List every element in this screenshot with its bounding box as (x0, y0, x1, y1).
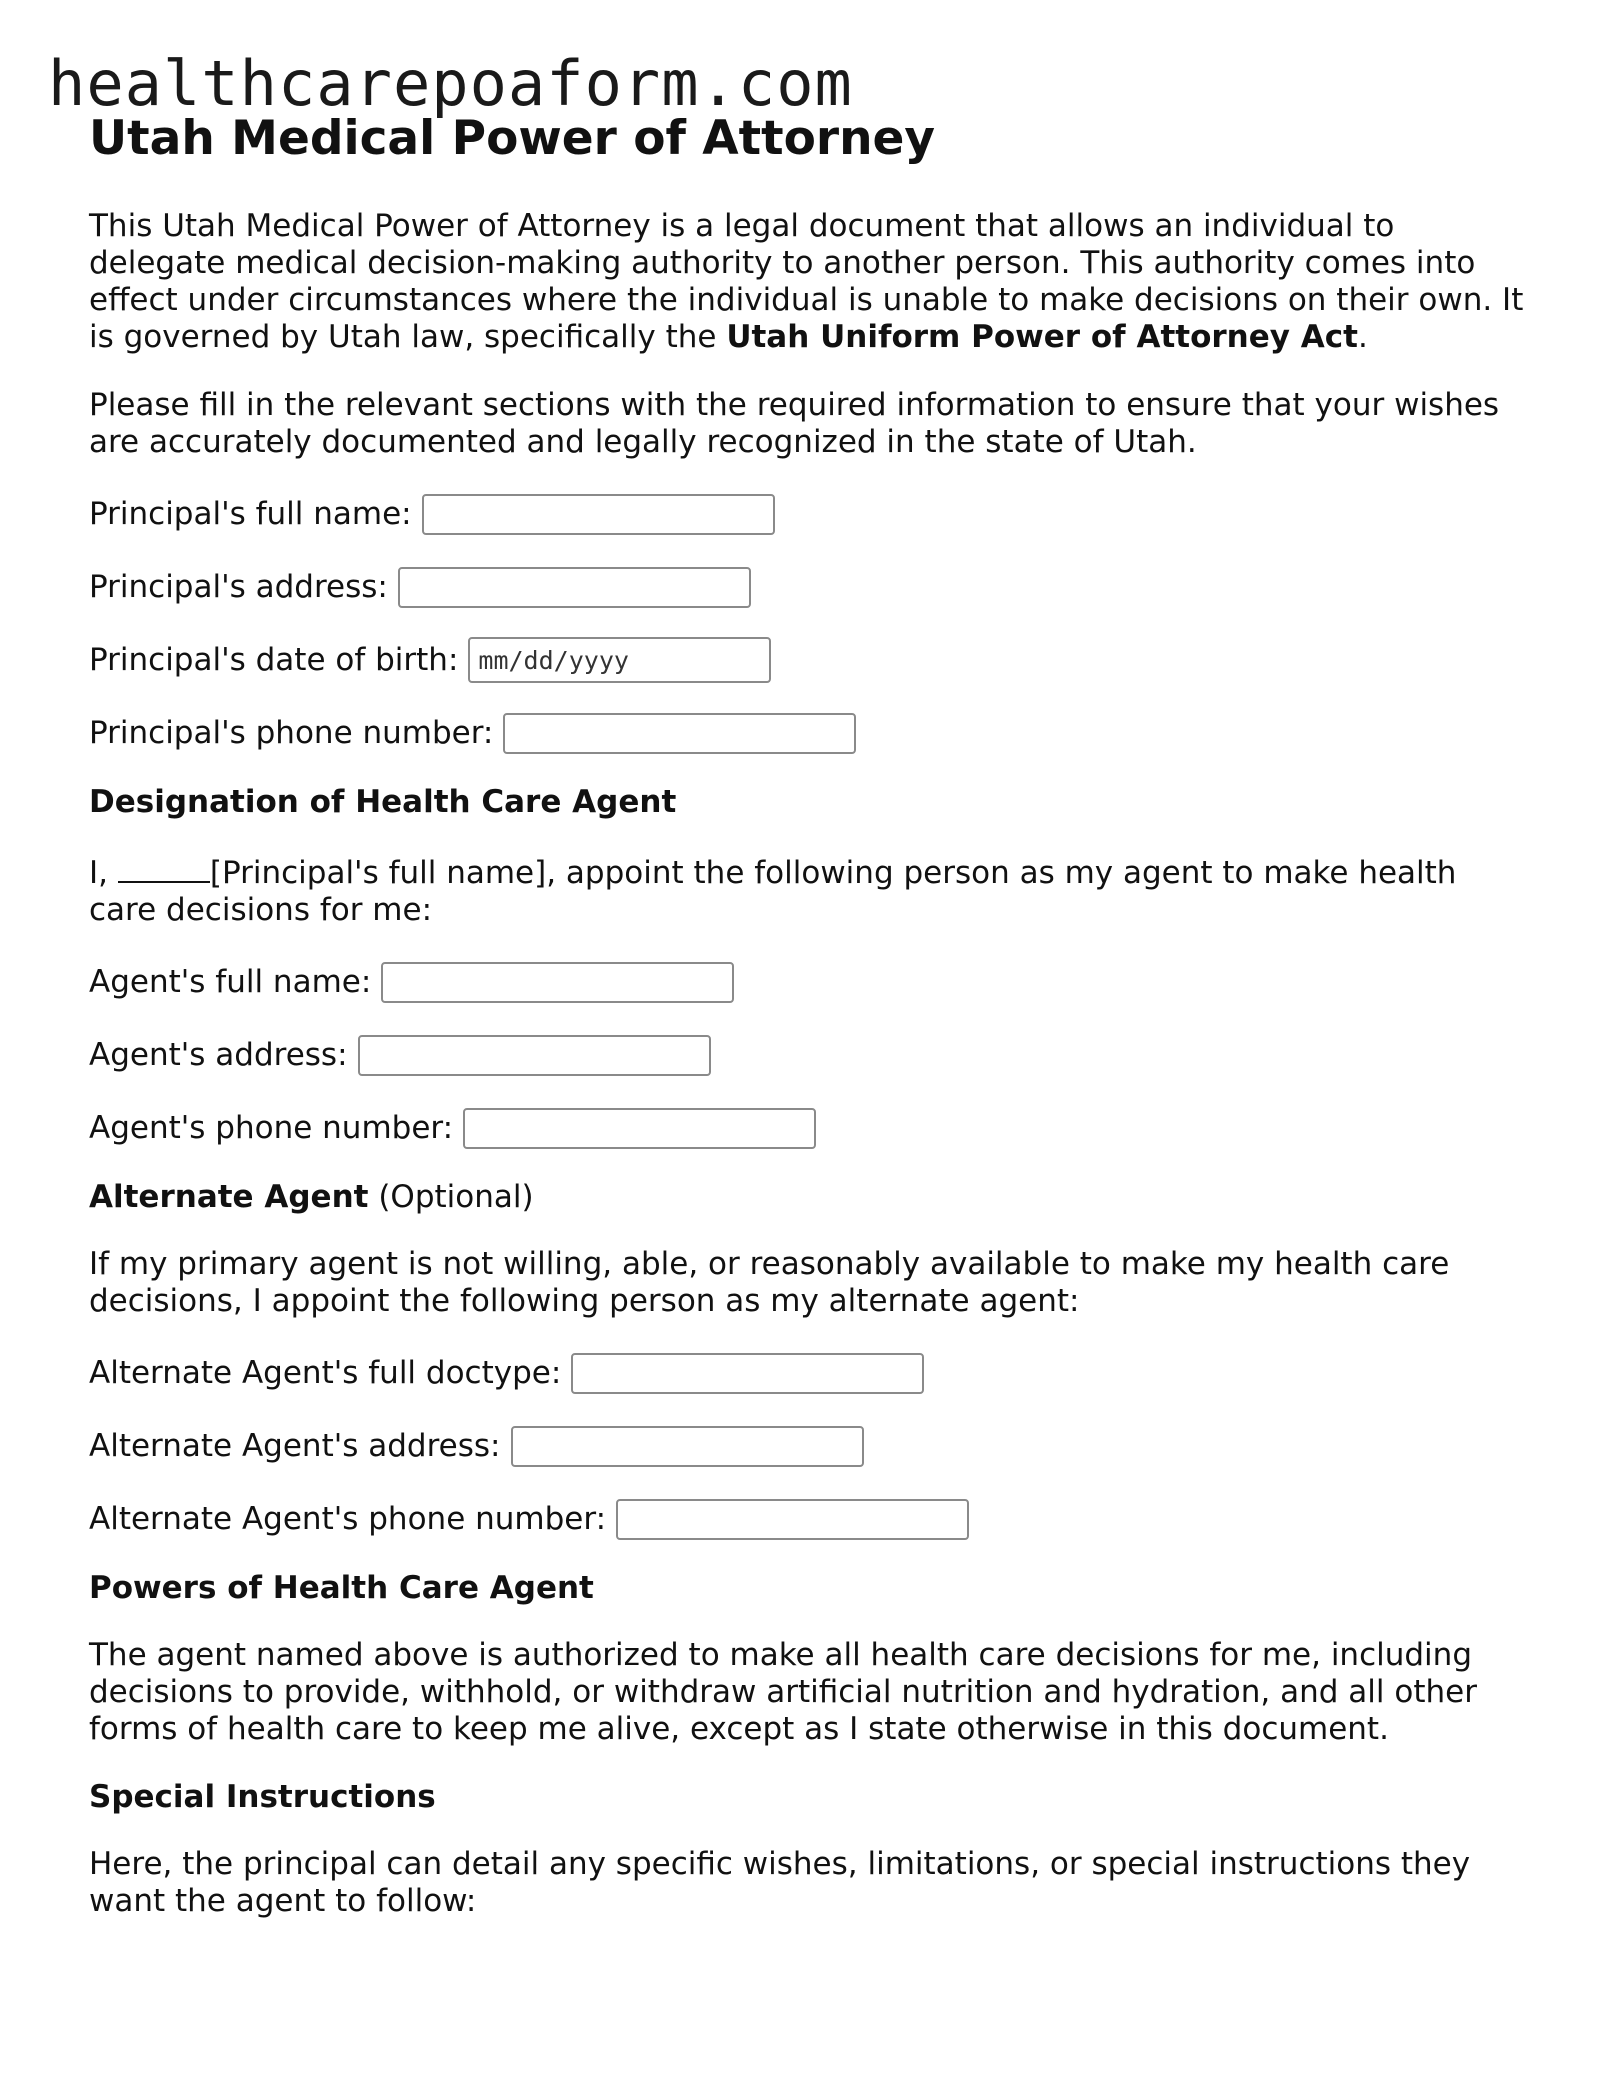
designation-heading: Designation of Health Care Agent (89, 784, 677, 820)
principal-phone-label: Principal's phone number: (89, 714, 494, 751)
principal-name-label: Principal's full name: (89, 495, 412, 532)
principal-address-label: Principal's address: (89, 568, 388, 605)
alternate-address-row (89, 1424, 1529, 1468)
intro-text-end: . (1357, 319, 1368, 355)
alternate-name-row (89, 1351, 1529, 1395)
act-name: Utah Uniform Power of Attorney Act (726, 319, 1358, 355)
alternate-statement: If my primary agent is not willing, able, or reasonably available to make my health care decisions, I appoint the following person as my alternate agent: (89, 1246, 1450, 1319)
alternate-address-input[interactable] (511, 1426, 864, 1467)
designation-prefix: I, (89, 855, 118, 891)
alternate-phone-input[interactable] (616, 1499, 969, 1540)
alternate-phone-row (89, 1497, 1529, 1541)
principal-phone-row (89, 711, 1529, 755)
form-document (89, 108, 1529, 1951)
principal-dob-row (89, 638, 1529, 682)
alternate-name-input[interactable] (571, 1353, 924, 1394)
agent-phone-label: Agent's phone number: (89, 1109, 454, 1146)
agent-address-label: Agent's address: (89, 1036, 348, 1073)
powers-paragraph: The agent named above is authorized to make all health care decisions for me, including decisions to provide, withhold, or withdraw artificial nutrition and hydration, and all other forms of health care to keep me alive, except as I state otherwise in this document. (89, 1637, 1477, 1747)
principal-address-input[interactable] (398, 567, 751, 608)
special-instructions-paragraph: Here, the principal can detail any specific wishes, limitations, or special instructions they want the agent to follow: (89, 1846, 1471, 1919)
alternate-name-label: Alternate Agent's full doctype: (89, 1354, 562, 1391)
principal-name-input[interactable] (422, 494, 775, 535)
principal-name-blank (118, 851, 210, 883)
designation-text: [Principal's full name], appoint the following person as my agent to make health care decisions for me: (89, 855, 1457, 928)
powers-heading: Powers of Health Care Agent (89, 1570, 594, 1606)
principal-address-row (89, 565, 1529, 609)
principal-dob-input[interactable] (468, 637, 771, 683)
alternate-address-label: Alternate Agent's address: (89, 1427, 501, 1464)
agent-phone-row (89, 1106, 1529, 1150)
alternate-phone-label: Alternate Agent's phone number: (89, 1500, 607, 1537)
principal-name-row (89, 492, 1529, 536)
agent-phone-input[interactable] (463, 1108, 816, 1149)
alternate-heading (89, 1179, 1529, 1216)
designation-statement (89, 851, 1529, 929)
page-title: Utah Medical Power of Attorney (89, 111, 936, 166)
agent-address-row (89, 1033, 1529, 1077)
alternate-heading-text: Alternate Agent (89, 1179, 369, 1215)
site-watermark: healthcarepoaform.com (48, 47, 853, 120)
special-instructions-heading: Special Instructions (89, 1779, 436, 1815)
agent-name-row (89, 960, 1529, 1004)
alternate-optional-note: (Optional) (368, 1179, 534, 1215)
principal-dob-label: Principal's date of birth: (89, 641, 459, 678)
agent-name-label: Agent's full name: (89, 963, 372, 1000)
instructions-paragraph: Please fill in the relevant sections with the required information to ensure that your wishes are accurately documented and legally recognized in the state of Utah. (89, 387, 1500, 460)
principal-phone-input[interactable] (503, 713, 856, 754)
intro-paragraph (89, 208, 1529, 356)
agent-name-input[interactable] (381, 962, 734, 1003)
agent-address-input[interactable] (358, 1035, 711, 1076)
intro-text: This Utah Medical Power of Attorney is a legal document that allows an individual to delegate medical decision-making authority to another person. This authority comes into effect under circumstances where the individual is unable to make decisions on their own. It is governed by Utah law, specifically the (89, 208, 1524, 355)
